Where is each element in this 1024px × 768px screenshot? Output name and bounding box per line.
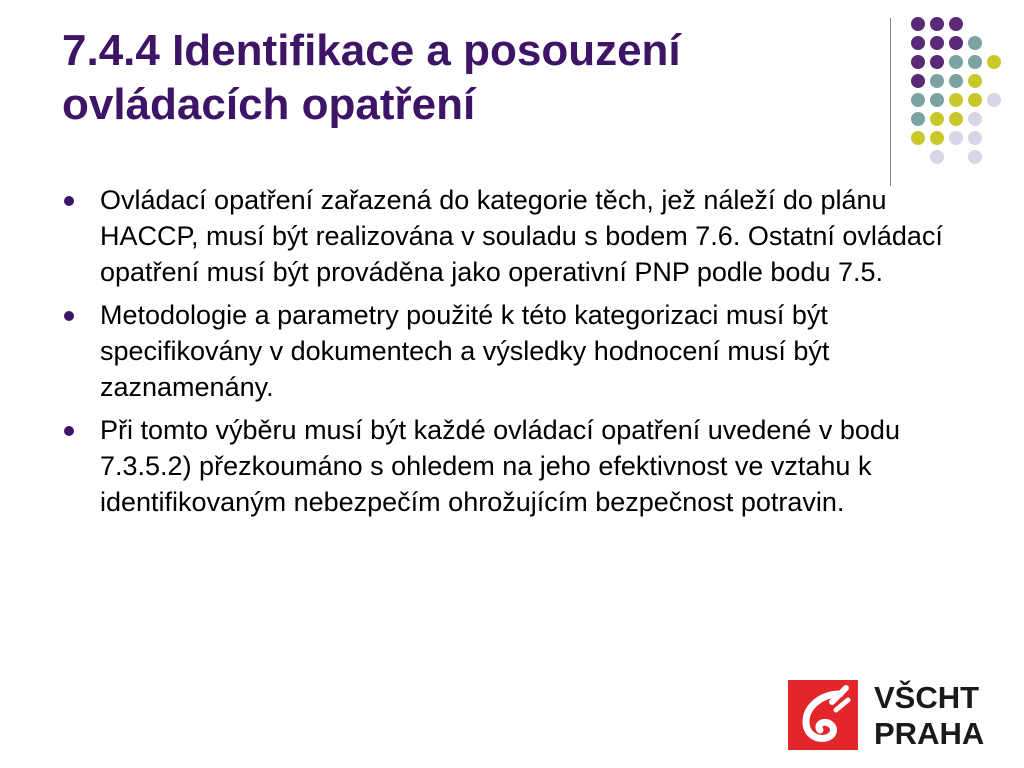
bullet-marker xyxy=(64,426,74,436)
decor-dot xyxy=(968,131,982,145)
decor-dot xyxy=(930,55,944,69)
bullet-list xyxy=(62,182,982,527)
decor-dot xyxy=(930,74,944,88)
decor-dot xyxy=(949,93,963,107)
decor-dot xyxy=(930,17,944,31)
decor-dot xyxy=(968,150,982,164)
vscht-logo xyxy=(788,680,998,750)
slide-title: 7.4.4 Identifikace a posouzení ovládacích opatření xyxy=(62,26,681,129)
decor-dot xyxy=(968,55,982,69)
decor-dot xyxy=(949,55,963,69)
decor-dot xyxy=(930,93,944,107)
decor-dot xyxy=(968,112,982,126)
decor-dot xyxy=(930,150,944,164)
bullet-item xyxy=(62,182,982,290)
decorative-dot-grid xyxy=(0,0,1024,200)
decor-dot xyxy=(968,36,982,50)
decor-dot xyxy=(949,131,963,145)
decor-dot xyxy=(949,17,963,31)
decor-dot xyxy=(911,17,925,31)
bullet-marker xyxy=(64,311,74,321)
decor-dot xyxy=(987,93,1001,107)
vscht-logo-icon xyxy=(788,680,858,750)
decor-dot xyxy=(968,74,982,88)
logo-line-1: VŠCHT xyxy=(874,680,980,715)
decor-dot xyxy=(911,93,925,107)
decor-dot xyxy=(930,112,944,126)
vscht-logo-text xyxy=(874,680,984,752)
decor-dot xyxy=(987,55,1001,69)
bullet-item xyxy=(62,412,982,520)
decor-dot xyxy=(911,55,925,69)
bullet-marker xyxy=(64,196,74,206)
decor-dot xyxy=(930,131,944,145)
bullet-text: Metodologie a parametry použité k této kategorizaci musí být specifikovány v dokumentech a výsledky hodnocení musí být zaznamenány. xyxy=(100,300,830,402)
logo-line-2: PRAHA xyxy=(874,716,985,751)
decor-dot xyxy=(968,93,982,107)
bullet-item xyxy=(62,297,982,405)
decor-dot xyxy=(949,74,963,88)
bullet-text: Ovládací opatření zařazená do kategorie těch, jež náleží do plánu HACCP, musí být realizována v souladu s bodem 7.6. Ostatní ovládací opatření musí být prováděna jako operativní PNP podle bodu 7.5. xyxy=(100,185,943,287)
decor-dot xyxy=(911,74,925,88)
bullet-text: Při tomto výběru musí být každé ovládací opatření uvedené v bodu 7.3.5.2) přezkoumáno s ohledem na jeho efektivnost ve vztahu k identifikovaným nebezpečím ohrožujícím bezpečnost potravin. xyxy=(100,415,900,517)
decor-dot xyxy=(949,36,963,50)
decor-dot xyxy=(911,131,925,145)
decor-dot xyxy=(911,36,925,50)
decor-dot xyxy=(930,36,944,50)
decor-dot xyxy=(911,112,925,126)
decor-dot xyxy=(949,112,963,126)
